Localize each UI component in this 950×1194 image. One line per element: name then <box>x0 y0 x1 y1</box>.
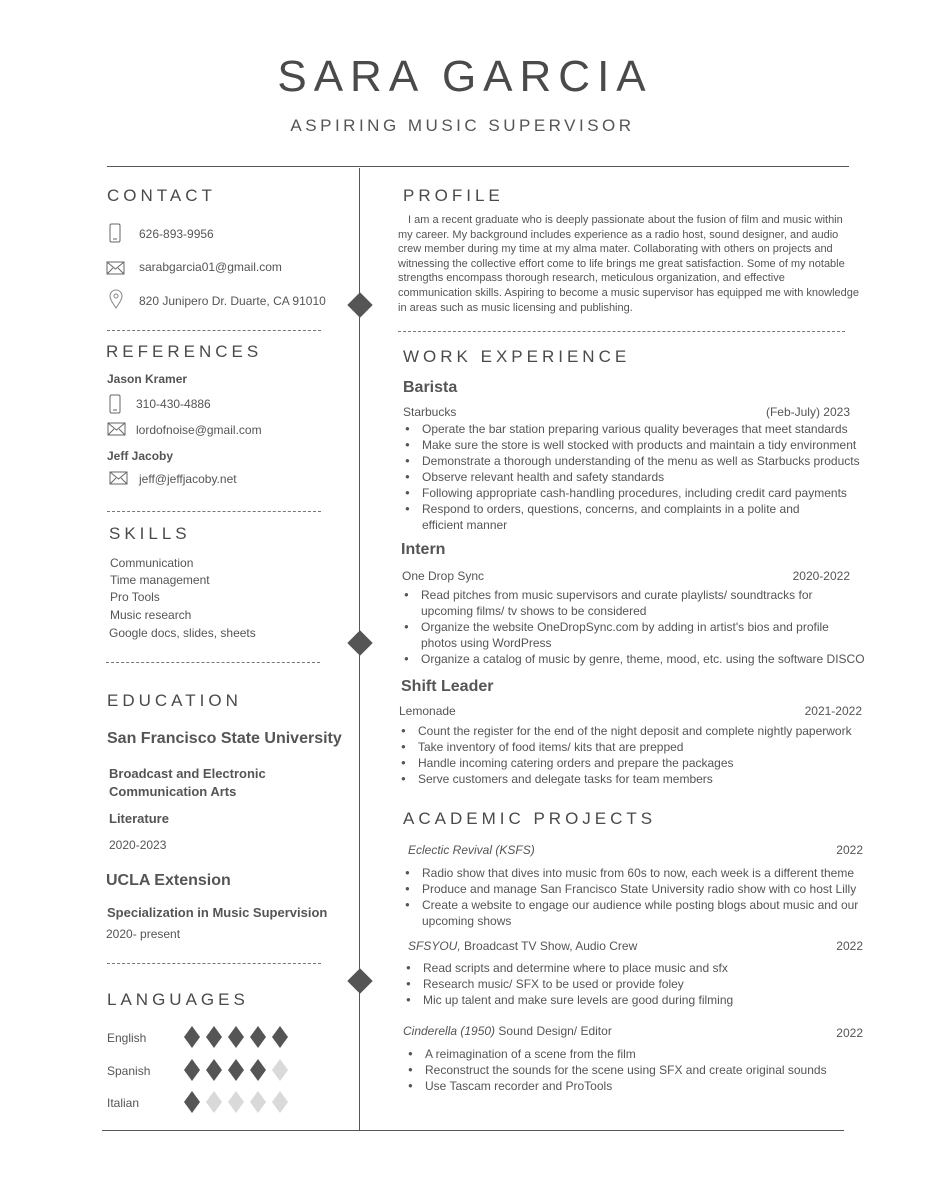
reference-name: Jeff Jacoby <box>107 449 174 463</box>
contact-email: sarabgarcia01@gmail.com <box>139 260 282 274</box>
job-bullet: ● Handle incoming catering orders and prepare the packages <box>398 755 864 771</box>
reference-email: lordofnoise@gmail.com <box>136 423 262 437</box>
rating-diamond-filled <box>271 1026 289 1048</box>
job-bullet: ● Following appropriate cash-handling procedures, including credit card payments <box>402 485 866 501</box>
envelope-icon <box>107 422 126 436</box>
resume-name: SARA GARCIA <box>277 52 653 101</box>
skill-item: Google docs, slides, sheets <box>109 626 256 640</box>
divider-diamond <box>347 968 372 993</box>
divider-diamond <box>347 630 372 655</box>
language-rating <box>183 1091 289 1113</box>
envelope-icon <box>106 261 125 275</box>
job-title: Barista <box>403 379 458 396</box>
project-role: Sound Design/ Editor <box>498 1024 612 1038</box>
language-name: Italian <box>107 1096 140 1110</box>
envelope-icon <box>109 471 128 485</box>
program-name: Specialization in Music Supervision <box>107 905 328 920</box>
job-bullets <box>398 723 864 787</box>
job-bullets <box>401 587 867 667</box>
education-years: 2020-2023 <box>109 838 167 852</box>
language-rating <box>183 1059 289 1081</box>
rating-diamond-filled <box>183 1091 201 1113</box>
reference-email: jeff@jeffjacoby.net <box>139 472 237 486</box>
location-pin-icon <box>109 289 123 309</box>
phone-icon <box>109 394 121 414</box>
project-title <box>408 939 637 953</box>
contact-heading: CONTACT <box>107 186 216 205</box>
reference-phone: 310-430-4886 <box>136 397 211 411</box>
rating-diamond-filled <box>205 1059 223 1081</box>
rating-diamond-filled <box>205 1026 223 1048</box>
project-bullet: ● Mic up talent and make sure levels are good during filming <box>403 992 863 1008</box>
skill-item: Pro Tools <box>110 590 160 604</box>
projects-heading: ACADEMIC PROJECTS <box>403 809 657 828</box>
project-name: Eclectic Revival (KSFS) <box>408 843 535 857</box>
rating-diamond-empty <box>271 1091 289 1113</box>
profile-heading: PROFILE <box>403 186 504 205</box>
divider-diamond <box>347 292 372 317</box>
job-bullet: ● Organize a catalog of music by genre, theme, mood, etc. using the software DISCO <box>401 651 867 667</box>
job-bullets <box>402 421 866 533</box>
references-heading: REFERENCES <box>106 342 263 361</box>
contact-phone: 626-893-9956 <box>139 227 214 241</box>
resume-title: ASPIRING MUSIC SUPERVISOR <box>290 116 635 135</box>
rating-diamond-empty <box>205 1091 223 1113</box>
job-bullet: ● Demonstrate a thorough understanding of the menu as well as Starbucks products <box>402 453 866 469</box>
minor-name: Literature <box>109 811 169 826</box>
rating-diamond-filled <box>249 1059 267 1081</box>
project-year: 2022 <box>836 1026 863 1040</box>
skill-item: Music research <box>110 608 192 622</box>
job-bullet: ● Operate the bar station preparing various quality beverages that meet standards <box>402 421 866 437</box>
work-heading: WORK EXPERIENCE <box>403 347 631 366</box>
project-bullet: ● Read scripts and determine where to place music and sfx <box>403 960 863 976</box>
project-name: SFSYOU, <box>408 939 461 953</box>
languages-heading: LANGUAGES <box>107 990 249 1009</box>
job-bullet: ● Organize the website OneDropSync.com by adding in artist's bios and profile photos using WordPress <box>401 619 867 651</box>
degree-name: Broadcast and Electronic Communication Arts <box>109 766 266 799</box>
skill-item: Communication <box>110 556 194 570</box>
skills-heading: SKILLS <box>109 524 191 543</box>
phone-icon <box>109 223 121 243</box>
job-bullet: ● Observe relevant health and safety standards <box>402 469 866 485</box>
skill-item: Time management <box>110 573 210 587</box>
project-bullet: ● Reconstruct the sounds for the scene using SFX and create original sounds <box>405 1062 865 1078</box>
rating-diamond-filled <box>227 1026 245 1048</box>
job-dates: 2020-2022 <box>792 569 850 583</box>
rating-diamond-empty <box>227 1091 245 1113</box>
rating-diamond-filled <box>227 1059 245 1081</box>
header-rule <box>107 166 849 167</box>
school-name: San Francisco State University <box>107 730 342 747</box>
job-org: One Drop Sync <box>402 569 485 583</box>
project-bullet: ● Produce and manage San Francisco State University radio show with co host Lilly <box>402 881 862 897</box>
project-bullet: ● A reimagination of a scene from the film <box>405 1046 865 1062</box>
language-name: Spanish <box>107 1064 151 1078</box>
rating-diamond-filled <box>183 1059 201 1081</box>
job-title: Shift Leader <box>401 678 494 695</box>
school-name: UCLA Extension <box>106 872 231 889</box>
project-name: Cinderella (1950) <box>403 1024 496 1038</box>
section-divider <box>107 511 321 512</box>
section-divider <box>106 662 320 663</box>
section-divider <box>107 330 321 331</box>
job-org: Lemonade <box>399 704 456 718</box>
project-bullet: ● Radio show that dives into music from 60s to now, each week is a different theme <box>402 865 862 881</box>
project-bullets <box>402 865 862 929</box>
education-heading: EDUCATION <box>107 691 242 710</box>
project-title <box>403 1024 612 1038</box>
project-bullet: ● Use Tascam recorder and ProTools <box>405 1078 865 1094</box>
section-divider <box>398 331 845 332</box>
project-bullet: ● Create a website to engage our audience while posting blogs about music and our upcoming shows <box>402 897 862 929</box>
job-org: Starbucks <box>403 405 457 419</box>
job-bullet: ● Respond to orders, questions, concerns, and complaints in a polite and efficient manner <box>402 501 866 533</box>
reference-name: Jason Kramer <box>107 372 188 386</box>
rating-diamond-filled <box>183 1026 201 1048</box>
language-name: English <box>107 1031 147 1045</box>
job-bullet: ● Serve customers and delegate tasks for team members <box>398 771 864 787</box>
project-bullet: ● Research music/ SFX to be used or provide foley <box>403 976 863 992</box>
rating-diamond-filled <box>249 1026 267 1048</box>
job-dates: (Feb-July) 2023 <box>765 405 850 419</box>
project-bullets <box>403 960 863 1008</box>
job-bullet: ● Count the register for the end of the night deposit and complete nightly paperwork <box>398 723 864 739</box>
project-year: 2022 <box>836 939 863 953</box>
project-role: Broadcast TV Show, Audio Crew <box>464 939 638 953</box>
project-year: 2022 <box>836 843 863 857</box>
job-bullet: ● Take inventory of food items/ kits that are prepped <box>398 739 864 755</box>
language-rating <box>183 1026 289 1048</box>
rating-diamond-empty <box>249 1091 267 1113</box>
section-divider <box>107 963 321 964</box>
job-bullet: ● Make sure the store is well stocked with products and maintain a tidy environment <box>402 437 866 453</box>
education-years: 2020- present <box>106 927 181 941</box>
job-bullet: ● Read pitches from music supervisors and curate playlists/ soundtracks for upcoming films/ tv shows to be considered <box>401 587 867 619</box>
footer-rule <box>102 1130 844 1131</box>
project-title <box>408 843 535 857</box>
profile-text: I am a recent graduate who is deeply passionate about the fusion of film and music within my career. My background includes experience as a radio host, sound designer, and audio crew member during my time at my alma mater. Collaborating with others on projects and witnessing the collective effort come to life brings me great satisfaction. Some of my notable strengths encompass thorough research, meticulous organization, and effective communication skills. Aspiring to become a music supervisor has equipped me with knowledge in areas such as music licensing and publishing. <box>398 214 860 314</box>
project-bullets <box>405 1046 865 1094</box>
job-title: Intern <box>401 541 446 558</box>
job-dates: 2021-2022 <box>804 704 862 718</box>
contact-address: 820 Junipero Dr. Duarte, CA 91010 <box>139 294 326 308</box>
rating-diamond-empty <box>271 1059 289 1081</box>
